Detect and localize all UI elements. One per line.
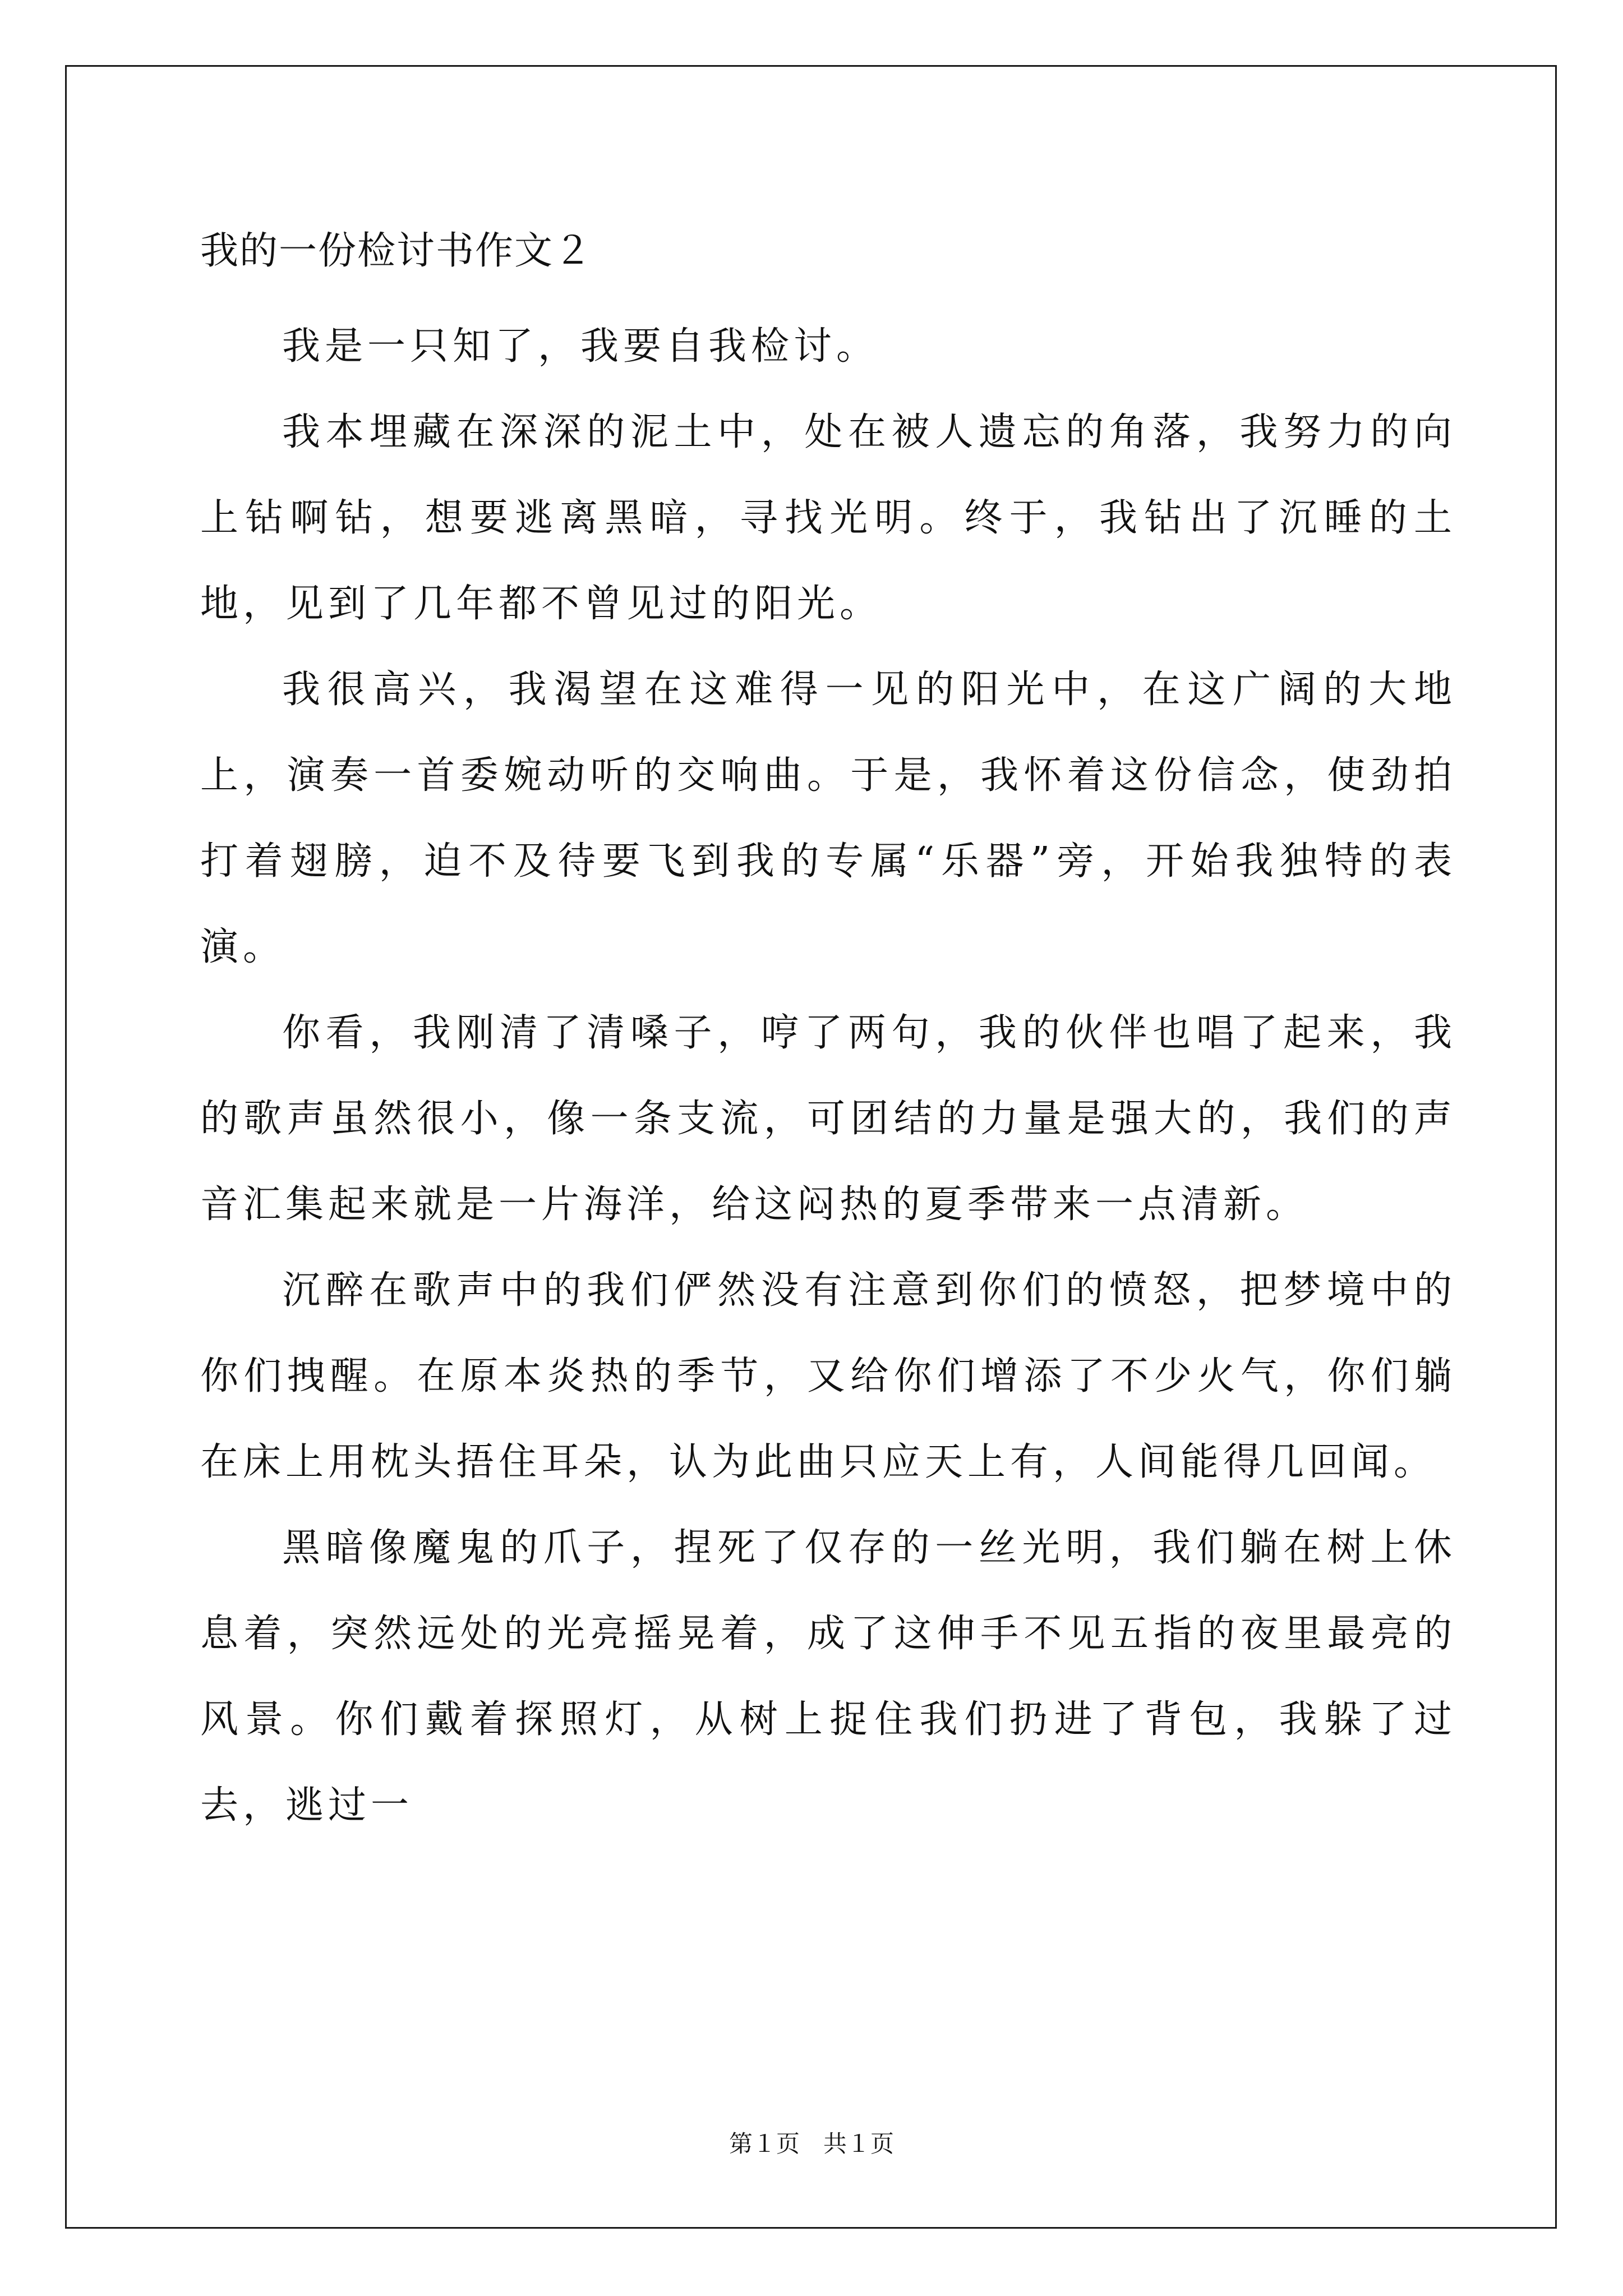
paragraph-1: 我是一只知了，我要自我检讨。 [282,324,879,369]
page-footer: 第１页 共１页 [728,2130,894,2157]
paragraph-3: 我很高兴，我渴望在这难得一见的阳光中，在这广阔的大地上，演奏一首委婉动听的交响曲。于是，我怀着这份信念，使劲拍打着翅膀，迫不及待要飞到我的专属“乐器”旁，开始我独特的表演。 [200,668,1456,969]
document-body [200,218,1456,1848]
paragraph-5: 沉醉在歌声中的我们俨然没有注意到你们的愤怒，把梦境中的你们拽醒。在原本炎热的季节，又给你们增添了不少火气，你们躺在床上用枕头捂住耳朵，认为此曲只应天上有，人间能得几回闻。 [200,1268,1456,1484]
document-title: 我的一份检讨书作文２ [200,229,593,273]
paragraph-6: 黑暗像魔鬼的爪子，捏死了仅存的一丝光明，我们躺在树上休息着，突然远处的光亮摇晃着，成了这伸手不见五指的夜里最亮的风景。你们戴着探照灯，从树上捉住我们扔进了背包，我躲了过去，逃过一 [200,1526,1456,1828]
paragraph-4: 你看，我刚清了清嗓子，哼了两句，我的伙伴也唱了起来，我的歌声虽然很小，像一条支流，可团结的力量是强大的，我们的声音汇集起来就是一片海洋，给这闷热的夏季带来一点清新。 [200,1011,1456,1227]
paragraph-2: 我本埋藏在深深的泥土中，处在被人遗忘的角落，我努力的向上钻啊钻，想要逃离黑暗，寻找光明。终于，我钻出了沉睡的土地，见到了几年都不曾见过的阳光。 [200,410,1456,626]
